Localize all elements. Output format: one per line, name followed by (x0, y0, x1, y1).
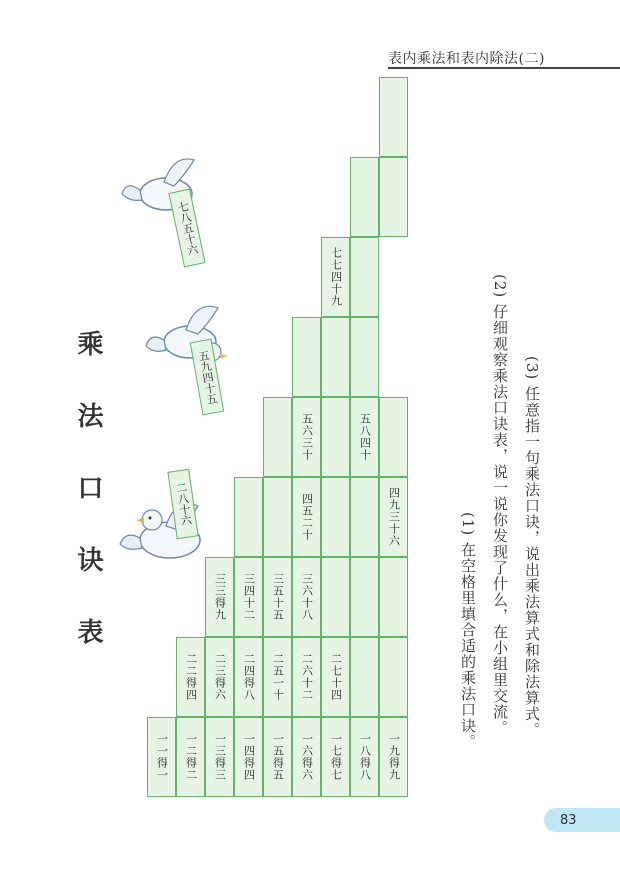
table-cell: 一九得九 (379, 717, 408, 797)
table-cell: 一六得六 (292, 717, 321, 797)
table-cell: 二二得四 (176, 637, 205, 717)
table-cell (321, 317, 350, 397)
table-cell: 二五一十 (263, 637, 292, 717)
table-cell (263, 397, 292, 477)
pigeon-sign-3: 七八五十六 (168, 189, 205, 268)
table-cell: 三三得九 (205, 557, 234, 637)
table-cell: 二四得八 (234, 637, 263, 717)
table-cell: 二六十二 (292, 637, 321, 717)
table-cell: 一四得四 (234, 717, 263, 797)
table-cell: 一五得五 (263, 717, 292, 797)
table-cell: 三四十二 (234, 557, 263, 637)
table-cell (379, 557, 408, 637)
table-title: 乘法口诀表 (73, 330, 103, 690)
table-cell (379, 157, 408, 237)
table-cell: 四五二十 (292, 477, 321, 557)
table-cell: 二七十四 (321, 637, 350, 717)
table-cell: 一七得七 (321, 717, 350, 797)
table-cell: 一八得八 (350, 717, 379, 797)
table-cell (350, 557, 379, 637)
table-cell (379, 397, 408, 477)
pigeon-sign-1: 二八十六 (167, 469, 198, 539)
question-1: (1) 在空格里填合适的乘法口诀。 (459, 512, 477, 751)
table-cell: 一三得三 (205, 717, 234, 797)
table-cell: 三五十五 (263, 557, 292, 637)
table-cell: 七七四十九 (321, 237, 350, 317)
question-2: (2) 仔细观察乘法口诀表，说一说你发现了什么，在小组里交流。 (491, 274, 509, 737)
table-cell: 四九三十六 (379, 477, 408, 557)
table-cell (321, 477, 350, 557)
table-cell: 一二得二 (176, 717, 205, 797)
table-cell (321, 397, 350, 477)
table-cell: 五六三十 (292, 397, 321, 477)
table-cell (350, 157, 379, 237)
header-rule (388, 67, 620, 69)
table-cell (379, 637, 408, 717)
table-cell: 二三得六 (205, 637, 234, 717)
chapter-header: 表内乘法和表内除法(二) (388, 51, 545, 67)
table-cell (379, 77, 408, 157)
table-cell (350, 237, 379, 317)
page-number: 83 (544, 808, 620, 832)
table-cell: 一一得一 (147, 717, 176, 797)
table-cell (350, 317, 379, 397)
table-cell (321, 557, 350, 637)
pigeon-sign-2: 五九四十五 (190, 339, 225, 416)
table-cell (350, 477, 379, 557)
table-cell (263, 477, 292, 557)
table-cell (292, 317, 321, 397)
pigeon-illustration-2 (140, 296, 240, 386)
table-cell: 五八四十 (350, 397, 379, 477)
table-cell: 三六十八 (292, 557, 321, 637)
table-cell (234, 477, 263, 557)
table-cell (350, 637, 379, 717)
question-3: (3) 任意指一句乘法口诀，说出乘法算式和除法算式。 (523, 356, 541, 739)
